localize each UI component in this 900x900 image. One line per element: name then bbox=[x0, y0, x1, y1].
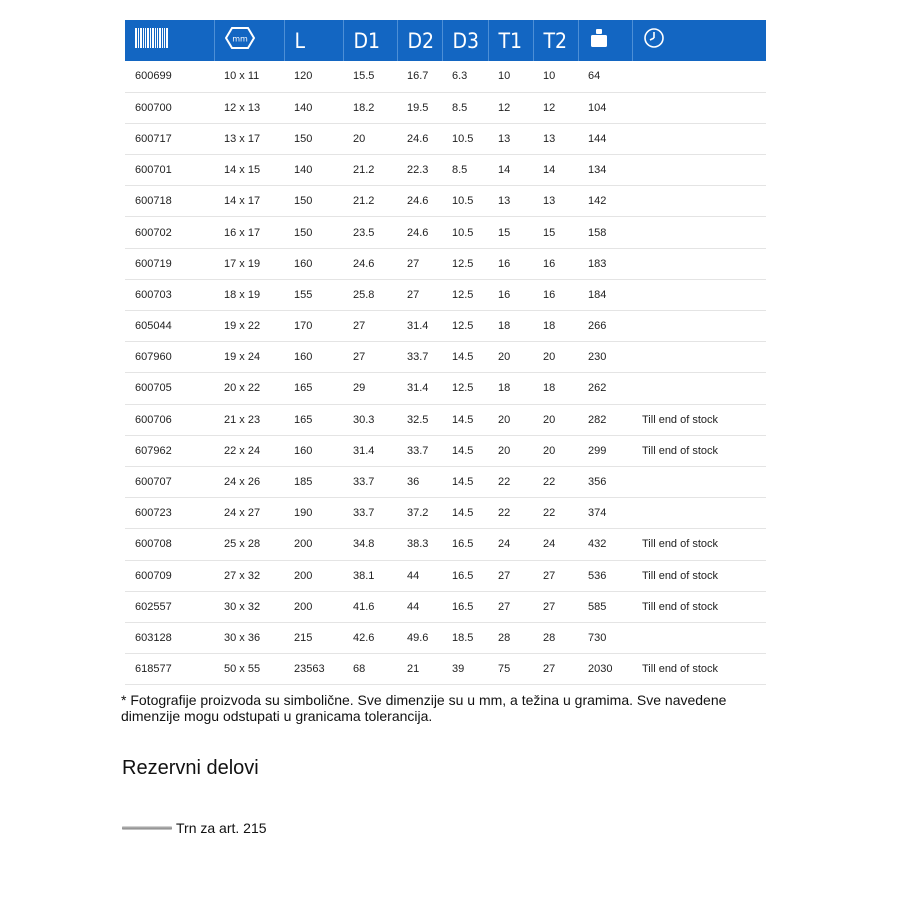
product-table-container bbox=[125, 20, 766, 685]
cell-t1: 13 bbox=[488, 186, 533, 217]
cell-t1: 18 bbox=[488, 373, 533, 404]
cell-d3: 16.5 bbox=[442, 560, 488, 591]
cell-weight: 104 bbox=[578, 92, 632, 123]
cell-t2: 20 bbox=[533, 404, 578, 435]
clock-icon bbox=[633, 27, 665, 49]
cell-d1: 38.1 bbox=[343, 560, 397, 591]
cell-weight: 2030 bbox=[578, 654, 632, 685]
table-row bbox=[125, 466, 766, 497]
rod-image bbox=[122, 826, 172, 830]
cell-size: 30 x 32 bbox=[214, 591, 284, 622]
cell-t1: 12 bbox=[488, 92, 533, 123]
cell-d3: 14.5 bbox=[442, 342, 488, 373]
cell-d3: 14.5 bbox=[442, 498, 488, 529]
cell-l: 200 bbox=[284, 529, 343, 560]
cell-d3: 16.5 bbox=[442, 591, 488, 622]
cell-d2: 33.7 bbox=[397, 435, 442, 466]
cell-status bbox=[632, 311, 766, 342]
cell-t2: 22 bbox=[533, 466, 578, 497]
cell-l: 160 bbox=[284, 342, 343, 373]
cell-d3: 8.5 bbox=[442, 92, 488, 123]
cell-status: Till end of stock bbox=[632, 435, 766, 466]
cell-code: 618577 bbox=[125, 654, 214, 685]
cell-weight: 184 bbox=[578, 279, 632, 310]
cell-size: 17 x 19 bbox=[214, 248, 284, 279]
cell-d3: 10.5 bbox=[442, 186, 488, 217]
cell-weight: 64 bbox=[578, 61, 632, 92]
cell-t1: 14 bbox=[488, 155, 533, 186]
cell-d1: 29 bbox=[343, 373, 397, 404]
cell-d2: 19.5 bbox=[397, 92, 442, 123]
cell-l: 190 bbox=[284, 498, 343, 529]
cell-code: 602557 bbox=[125, 591, 214, 622]
cell-size: 22 x 24 bbox=[214, 435, 284, 466]
cell-status: Till end of stock bbox=[632, 529, 766, 560]
table-row bbox=[125, 529, 766, 560]
table-row bbox=[125, 654, 766, 685]
cell-size: 13 x 17 bbox=[214, 123, 284, 154]
cell-size: 10 x 11 bbox=[214, 61, 284, 92]
column-header-code bbox=[125, 20, 214, 61]
cell-weight: 730 bbox=[578, 622, 632, 653]
column-header-t2 bbox=[533, 20, 578, 61]
cell-d3: 12.5 bbox=[442, 248, 488, 279]
cell-status bbox=[632, 248, 766, 279]
cell-t1: 10 bbox=[488, 61, 533, 92]
cell-d3: 14.5 bbox=[442, 466, 488, 497]
cell-t2: 16 bbox=[533, 248, 578, 279]
cell-t1: 20 bbox=[488, 342, 533, 373]
column-label: T2 bbox=[543, 28, 568, 53]
table-row bbox=[125, 217, 766, 248]
cell-status bbox=[632, 155, 766, 186]
table-row bbox=[125, 155, 766, 186]
cell-status bbox=[632, 373, 766, 404]
cell-t1: 28 bbox=[488, 622, 533, 653]
cell-t1: 27 bbox=[488, 560, 533, 591]
cell-t2: 20 bbox=[533, 435, 578, 466]
cell-l: 155 bbox=[284, 279, 343, 310]
cell-status: Till end of stock bbox=[632, 591, 766, 622]
cell-d1: 20 bbox=[343, 123, 397, 154]
cell-size: 21 x 23 bbox=[214, 404, 284, 435]
cell-size: 20 x 22 bbox=[214, 373, 284, 404]
cell-d2: 24.6 bbox=[397, 123, 442, 154]
cell-size: 25 x 28 bbox=[214, 529, 284, 560]
cell-t1: 22 bbox=[488, 466, 533, 497]
cell-size: 30 x 36 bbox=[214, 622, 284, 653]
cell-code: 605044 bbox=[125, 311, 214, 342]
cell-code: 600702 bbox=[125, 217, 214, 248]
column-header-size bbox=[214, 20, 284, 61]
cell-t1: 24 bbox=[488, 529, 533, 560]
cell-d2: 31.4 bbox=[397, 311, 442, 342]
cell-t2: 13 bbox=[533, 123, 578, 154]
table-body bbox=[125, 61, 766, 685]
cell-d2: 49.6 bbox=[397, 622, 442, 653]
cell-d1: 41.6 bbox=[343, 591, 397, 622]
cell-weight: 158 bbox=[578, 217, 632, 248]
table-row bbox=[125, 279, 766, 310]
cell-d2: 24.6 bbox=[397, 217, 442, 248]
column-header-d3 bbox=[442, 20, 488, 61]
cell-t2: 14 bbox=[533, 155, 578, 186]
cell-d1: 33.7 bbox=[343, 498, 397, 529]
cell-code: 607962 bbox=[125, 435, 214, 466]
cell-l: 165 bbox=[284, 373, 343, 404]
cell-code: 600708 bbox=[125, 529, 214, 560]
cell-d3: 14.5 bbox=[442, 404, 488, 435]
cell-l: 170 bbox=[284, 311, 343, 342]
spare-parts-heading: Rezervni delovi bbox=[122, 757, 259, 779]
cell-d1: 30.3 bbox=[343, 404, 397, 435]
cell-code: 600701 bbox=[125, 155, 214, 186]
column-label: D3 bbox=[452, 28, 480, 53]
cell-code: 600718 bbox=[125, 186, 214, 217]
cell-size: 12 x 13 bbox=[214, 92, 284, 123]
cell-d2: 27 bbox=[397, 248, 442, 279]
cell-size: 19 x 24 bbox=[214, 342, 284, 373]
cell-weight: 134 bbox=[578, 155, 632, 186]
svg-text:mm: mm bbox=[231, 34, 248, 44]
cell-d2: 37.2 bbox=[397, 498, 442, 529]
column-header-status bbox=[632, 20, 766, 61]
cell-weight: 374 bbox=[578, 498, 632, 529]
cell-size: 27 x 32 bbox=[214, 560, 284, 591]
cell-status bbox=[632, 92, 766, 123]
table-row bbox=[125, 186, 766, 217]
cell-d2: 38.3 bbox=[397, 529, 442, 560]
cell-l: 150 bbox=[284, 123, 343, 154]
cell-d2: 33.7 bbox=[397, 342, 442, 373]
cell-size: 24 x 27 bbox=[214, 498, 284, 529]
cell-size: 14 x 15 bbox=[214, 155, 284, 186]
cell-l: 23563 bbox=[284, 654, 343, 685]
cell-weight: 356 bbox=[578, 466, 632, 497]
cell-code: 603128 bbox=[125, 622, 214, 653]
cell-code: 600700 bbox=[125, 92, 214, 123]
cell-weight: 282 bbox=[578, 404, 632, 435]
cell-d2: 21 bbox=[397, 654, 442, 685]
cell-size: 50 x 55 bbox=[214, 654, 284, 685]
cell-t1: 15 bbox=[488, 217, 533, 248]
table-row bbox=[125, 61, 766, 92]
cell-d1: 21.2 bbox=[343, 186, 397, 217]
cell-status: Till end of stock bbox=[632, 560, 766, 591]
spare-part-item bbox=[122, 820, 267, 836]
cell-status: Till end of stock bbox=[632, 404, 766, 435]
cell-t1: 20 bbox=[488, 404, 533, 435]
cell-code: 607960 bbox=[125, 342, 214, 373]
cell-code: 600699 bbox=[125, 61, 214, 92]
column-label: D1 bbox=[353, 28, 381, 53]
cell-d1: 27 bbox=[343, 311, 397, 342]
cell-l: 150 bbox=[284, 186, 343, 217]
barcode-icon bbox=[125, 28, 169, 48]
table-row bbox=[125, 311, 766, 342]
spare-part-label: Trn za art. 215 bbox=[176, 820, 267, 836]
cell-l: 200 bbox=[284, 591, 343, 622]
cell-code: 600719 bbox=[125, 248, 214, 279]
cell-d3: 39 bbox=[442, 654, 488, 685]
cell-d1: 18.2 bbox=[343, 92, 397, 123]
table-row bbox=[125, 342, 766, 373]
cell-d3: 12.5 bbox=[442, 373, 488, 404]
cell-d1: 68 bbox=[343, 654, 397, 685]
cell-l: 140 bbox=[284, 92, 343, 123]
cell-t2: 12 bbox=[533, 92, 578, 123]
cell-d2: 32.5 bbox=[397, 404, 442, 435]
cell-size: 24 x 26 bbox=[214, 466, 284, 497]
column-header-d2 bbox=[397, 20, 442, 61]
cell-d3: 6.3 bbox=[442, 61, 488, 92]
cell-d3: 10.5 bbox=[442, 217, 488, 248]
table-row bbox=[125, 560, 766, 591]
cell-t1: 13 bbox=[488, 123, 533, 154]
cell-d1: 15.5 bbox=[343, 61, 397, 92]
cell-l: 165 bbox=[284, 404, 343, 435]
table-row bbox=[125, 248, 766, 279]
cell-code: 600707 bbox=[125, 466, 214, 497]
cell-l: 185 bbox=[284, 466, 343, 497]
cell-l: 140 bbox=[284, 155, 343, 186]
cell-code: 600709 bbox=[125, 560, 214, 591]
cell-l: 120 bbox=[284, 61, 343, 92]
table-row bbox=[125, 622, 766, 653]
cell-weight: 299 bbox=[578, 435, 632, 466]
table-row bbox=[125, 591, 766, 622]
column-label: T1 bbox=[498, 28, 523, 53]
footnote: * Fotografije proizvoda su simbolične. Sve dimenzije su u mm, a težina u gramima. Sve navedene dimenzije mogu odstupati u granicama tolerancija. bbox=[121, 692, 727, 724]
cell-t2: 28 bbox=[533, 622, 578, 653]
table-row bbox=[125, 92, 766, 123]
hex-mm-icon bbox=[215, 27, 255, 49]
product-dimensions-table bbox=[125, 20, 766, 685]
column-header-d1 bbox=[343, 20, 397, 61]
table-row bbox=[125, 123, 766, 154]
cell-t2: 27 bbox=[533, 591, 578, 622]
cell-status bbox=[632, 622, 766, 653]
cell-code: 600705 bbox=[125, 373, 214, 404]
cell-size: 16 x 17 bbox=[214, 217, 284, 248]
table-row bbox=[125, 435, 766, 466]
cell-t2: 27 bbox=[533, 560, 578, 591]
cell-t2: 16 bbox=[533, 279, 578, 310]
cell-t1: 22 bbox=[488, 498, 533, 529]
cell-d1: 31.4 bbox=[343, 435, 397, 466]
cell-t2: 10 bbox=[533, 61, 578, 92]
cell-d1: 21.2 bbox=[343, 155, 397, 186]
cell-weight: 230 bbox=[578, 342, 632, 373]
cell-d1: 25.8 bbox=[343, 279, 397, 310]
cell-d2: 22.3 bbox=[397, 155, 442, 186]
cell-code: 600717 bbox=[125, 123, 214, 154]
table-row bbox=[125, 498, 766, 529]
cell-d1: 27 bbox=[343, 342, 397, 373]
cell-status bbox=[632, 466, 766, 497]
cell-weight: 142 bbox=[578, 186, 632, 217]
cell-t2: 15 bbox=[533, 217, 578, 248]
cell-status bbox=[632, 217, 766, 248]
cell-code: 600723 bbox=[125, 498, 214, 529]
column-label: D2 bbox=[407, 28, 435, 53]
column-header-l bbox=[284, 20, 343, 61]
cell-weight: 183 bbox=[578, 248, 632, 279]
cell-d3: 8.5 bbox=[442, 155, 488, 186]
cell-d2: 27 bbox=[397, 279, 442, 310]
cell-d2: 36 bbox=[397, 466, 442, 497]
cell-l: 200 bbox=[284, 560, 343, 591]
weight-icon bbox=[579, 28, 609, 48]
cell-code: 600703 bbox=[125, 279, 214, 310]
cell-status bbox=[632, 186, 766, 217]
cell-weight: 144 bbox=[578, 123, 632, 154]
cell-weight: 266 bbox=[578, 311, 632, 342]
cell-weight: 585 bbox=[578, 591, 632, 622]
cell-d3: 18.5 bbox=[442, 622, 488, 653]
cell-t2: 20 bbox=[533, 342, 578, 373]
cell-l: 215 bbox=[284, 622, 343, 653]
cell-status bbox=[632, 279, 766, 310]
cell-t1: 75 bbox=[488, 654, 533, 685]
cell-t1: 16 bbox=[488, 248, 533, 279]
cell-status bbox=[632, 123, 766, 154]
cell-d3: 12.5 bbox=[442, 311, 488, 342]
column-header-t1 bbox=[488, 20, 533, 61]
cell-d1: 33.7 bbox=[343, 466, 397, 497]
cell-d2: 24.6 bbox=[397, 186, 442, 217]
cell-d2: 31.4 bbox=[397, 373, 442, 404]
cell-d3: 12.5 bbox=[442, 279, 488, 310]
cell-status bbox=[632, 342, 766, 373]
cell-d3: 14.5 bbox=[442, 435, 488, 466]
cell-t1: 20 bbox=[488, 435, 533, 466]
cell-t1: 18 bbox=[488, 311, 533, 342]
cell-d3: 16.5 bbox=[442, 529, 488, 560]
cell-size: 14 x 17 bbox=[214, 186, 284, 217]
table-header-row bbox=[125, 20, 766, 61]
cell-l: 160 bbox=[284, 248, 343, 279]
cell-l: 160 bbox=[284, 435, 343, 466]
cell-t1: 27 bbox=[488, 591, 533, 622]
cell-size: 18 x 19 bbox=[214, 279, 284, 310]
column-label: L bbox=[294, 28, 306, 53]
cell-code: 600706 bbox=[125, 404, 214, 435]
cell-weight: 432 bbox=[578, 529, 632, 560]
cell-t2: 18 bbox=[533, 311, 578, 342]
cell-weight: 536 bbox=[578, 560, 632, 591]
cell-t2: 13 bbox=[533, 186, 578, 217]
cell-status: Till end of stock bbox=[632, 654, 766, 685]
cell-d1: 23.5 bbox=[343, 217, 397, 248]
cell-d3: 10.5 bbox=[442, 123, 488, 154]
cell-t1: 16 bbox=[488, 279, 533, 310]
cell-l: 150 bbox=[284, 217, 343, 248]
cell-d1: 34.8 bbox=[343, 529, 397, 560]
cell-d1: 24.6 bbox=[343, 248, 397, 279]
cell-t2: 18 bbox=[533, 373, 578, 404]
cell-status bbox=[632, 61, 766, 92]
cell-d2: 44 bbox=[397, 591, 442, 622]
cell-weight: 262 bbox=[578, 373, 632, 404]
table-row bbox=[125, 404, 766, 435]
cell-t2: 27 bbox=[533, 654, 578, 685]
column-header-weight bbox=[578, 20, 632, 61]
cell-d1: 42.6 bbox=[343, 622, 397, 653]
table-row bbox=[125, 373, 766, 404]
cell-size: 19 x 22 bbox=[214, 311, 284, 342]
cell-d2: 16.7 bbox=[397, 61, 442, 92]
cell-t2: 24 bbox=[533, 529, 578, 560]
cell-status bbox=[632, 498, 766, 529]
cell-d2: 44 bbox=[397, 560, 442, 591]
cell-t2: 22 bbox=[533, 498, 578, 529]
